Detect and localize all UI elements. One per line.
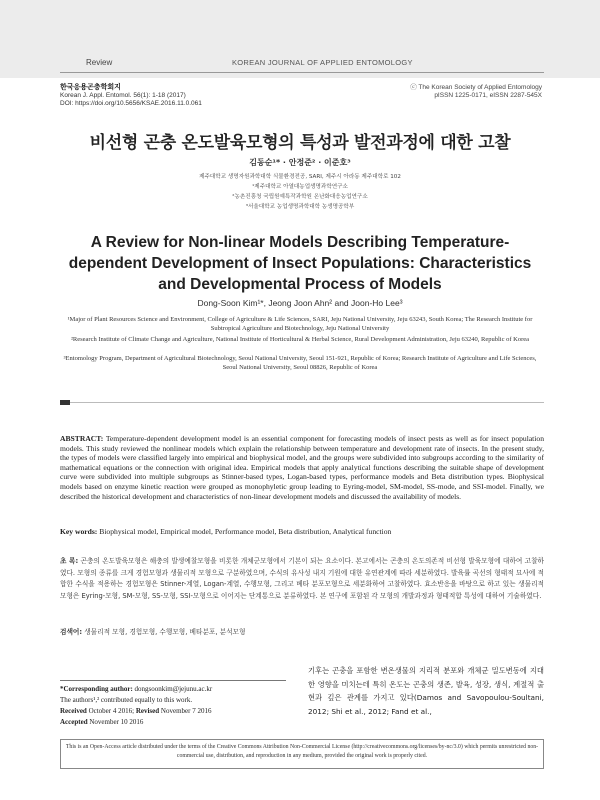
keywords (60, 527, 544, 536)
journal-name: KOREAN JOURNAL OF APPLIED ENTOMOLOGY (232, 58, 413, 67)
citation: Korean J. Appl. Entomol. 56(1): 1-18 (2017) (60, 92, 186, 100)
society-block (410, 84, 542, 100)
en-affiliation: ³Entomology Program, Department of Agricultural Biotechnology, Seoul National University, Seoul 151-921, Republic of Korea; Research Institute of Agriculture and Life Sciences, Seoul National University, Seoul 08826, Republic of Korea (63, 355, 537, 371)
kr-affiliation: ³서울대학교 농업생명과학대학 농생명공학부 (245, 204, 355, 210)
section-label: Review (86, 58, 113, 67)
kr-journal-name: 한국응용곤충학회지 (60, 84, 121, 91)
corresponding-author: *Corresponding author: dongsoonkim@jejunu.ac.kr (60, 685, 213, 693)
accepted-date: Accepted November 10 2016 (60, 718, 144, 726)
kr-abstract (60, 556, 544, 602)
intro-paragraph: 기후는 곤충을 포함한 변온생물의 지리적 분포와 개체군 밀도변동에 지대한 영향을 미치는데 특히 온도는 곤충의 생존, 발육, 성장, 생식, 계절적 출현과 깊은 관계를 가지고 있다(Damos and Savopoulou-Soultani, 2012; Shi et al., 2012; Fand et al., (308, 666, 544, 716)
en-affiliation: ¹Major of Plant Resources Science and Environment, College of Agriculture & Life Sciences, SARI, Jeju National University, Jeju 63243, South Korea; The Research Institute for Subtropical Agriculture and Biotechnology, Jeju National University (67, 316, 533, 332)
en-title: A Review for Non-linear Models Describing Temperature-dependent Development of Insect Populations: Characteristics and Developmental Process of Models (68, 234, 532, 293)
received-dates: Received October 4 2016; Revised November 7 2016 (60, 707, 212, 715)
header-rule (60, 72, 544, 73)
kr-abstract-label: 초 록: (60, 557, 79, 565)
abstract-label: ABSTRACT: (60, 434, 104, 443)
abstract (60, 434, 544, 501)
abstract-text: Temperature-dependent development model is an essential component for forecasting models of insect pests as well as for insect population models. This study reviewed the nonlinear models which explain the relationship between temperature and development rate of insects. In the present study, the types of models were classified largely into empirical and biophysical model, and the groups were subdivided into subgroups according to the similarity of mathematical equations or the connection with original idea. Empirical models that apply analytical functions describing the suitable shape of development curve were subdivided into multiple subgroups as Stinner-based types, Logan-based types, performance models and Beta distribution types. Biophysical models based on enzyme kinetic reaction were grouped as monophyletic group leading to Eyring-model, SM-model, SS-mode, and SSI-model. Finally, we described the historical development and characteristics of non-linear development models and discussed the availability of models. (60, 434, 544, 501)
kr-keywords-text: 생물리적 모형, 경험모형, 수행모형, 베타분포, 분석모형 (84, 628, 246, 636)
keywords-label: Key words: (60, 527, 98, 536)
footnote-rule (60, 680, 286, 681)
kr-keywords-label: 검색어: (60, 628, 83, 636)
kr-abstract-text: 곤충의 온도발육모형은 해충의 발생예찰모형을 비롯한 개체군모형에서 기본이 되는 요소이다. 본고에서는 곤충의 온도의존적 비선형 발육모형에 대하여 고찰하였다. 모형의 종류를 크게 경험모형과 생물리적 모형으로 구분하였으며, 수식의 유사성 내지 기원에 대한 유연관계에 따라 세분하였다. 발육률 곡선의 형태적 묘사에 적합한 수식을 적용하는 경험모형은 Stinner-계열, Logan-계열, 수행모형, 그리고 베타 분포모형으로 세분화하여 고찰하였다. 효소반응을 바탕으로 하고 있는 생물리적 모형은 Eyring-모형, SM-모형, SS-모형, SSI-모형으로 이어지는 단계통으로 분류하였다. 본 연구에 포함된 각 모형의 개발과정과 형태적합 특성에 대하여 기술하였다. (60, 557, 544, 600)
kr-authors: 김동순¹* · 안정준² · 이준호³ (249, 158, 351, 167)
author-email[interactable]: dongsoonkim@jejunu.ac.kr (134, 685, 213, 693)
society: ⓒ The Korean Society of Applied Entomology (410, 84, 542, 91)
en-affiliation: ²Research Institute of Climate Change and Agriculture, National Institute of Horticultural & Herbal Science, Rural Development Administration, Jeju 63240, Republic of Korea (70, 336, 530, 343)
section-divider (60, 402, 544, 403)
correspondence-note (60, 684, 290, 728)
kr-affiliation: 제주대학교 생명자원과학대학 식물환경전공, SARI, 제주시 아라동 제주대학로 102 (199, 174, 401, 180)
en-authors: Dong-Soon Kim¹*, Jeong Joon Ahn² and Joon-Ho Lee³ (197, 298, 403, 308)
license-notice: This is an Open-Access article distributed under the terms of the Creative Commons Attribution Non-Commercial License (http://creativecommons.org/licenses/by-nc/3.0) which permits unrestricted non-commercial use, distribution, and reproduction in any medium, provided the original work is properly cited. (60, 739, 544, 769)
kr-affiliation: ²농촌진흥청 국립원예특작과학원 온난화대응농업연구소 (232, 194, 368, 200)
kr-affiliation: ¹제주대학교 아열대농업생명과학연구소 (252, 184, 348, 190)
keywords-text: Biophysical model, Empirical model, Performance model, Beta distribution, Analytical function (99, 527, 392, 536)
issn: pISSN 1225-0171, eISSN 2287-545X (434, 92, 542, 100)
divider-marker (60, 400, 70, 405)
kr-keywords (60, 626, 544, 636)
citation-block (60, 84, 202, 109)
kr-title: 비선형 곤충 온도발육모형의 특성과 발전과정에 대한 고찰 (89, 133, 511, 153)
equal-contribution: The authors¹,² contributed equally to this work. (60, 696, 193, 704)
doi[interactable]: DOI: https://doi.org/10.5656/KSAE.2016.11.0.061 (60, 100, 202, 108)
